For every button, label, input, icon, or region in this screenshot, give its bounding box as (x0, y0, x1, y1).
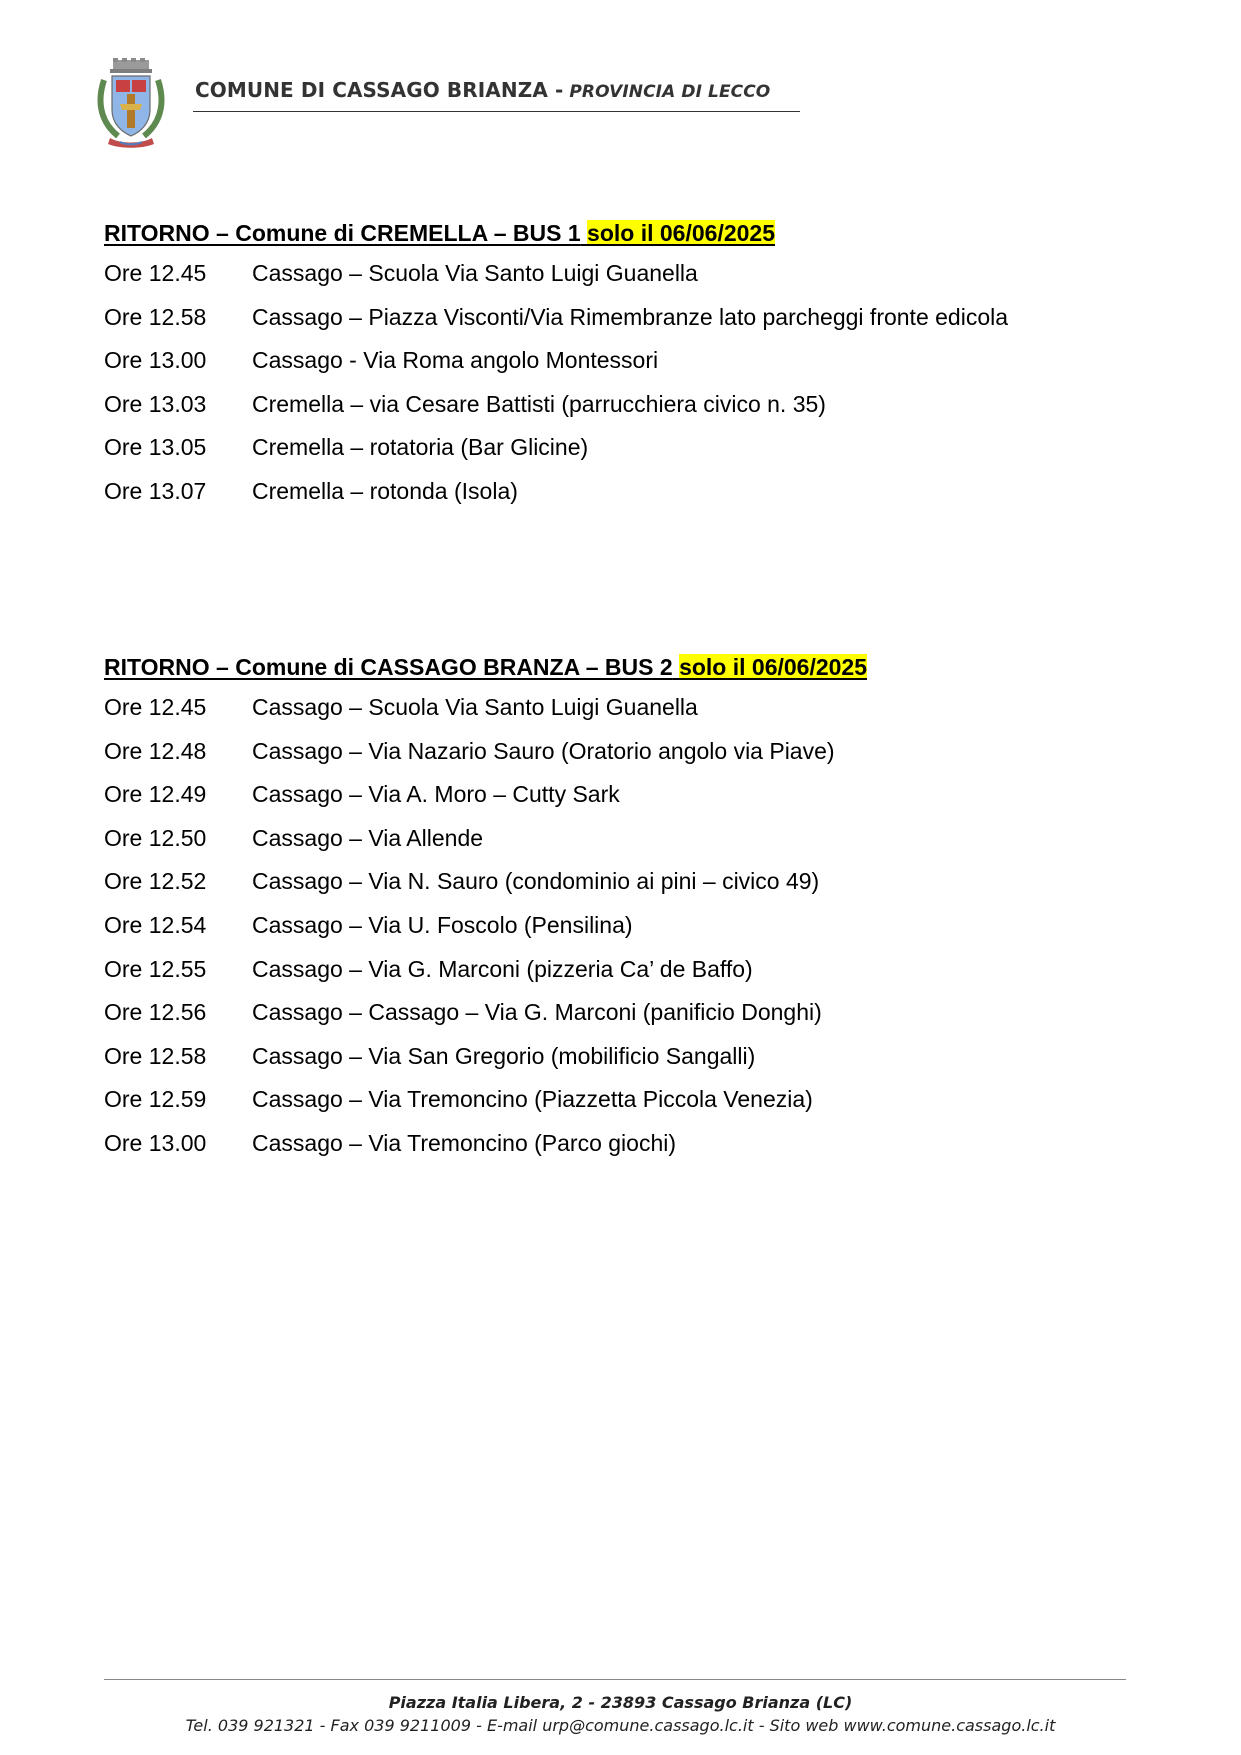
stop-time: Ore 12.54 (104, 911, 207, 938)
stop-time: Ore 12.55 (104, 955, 207, 982)
stop-location: Cassago – Via Nazario Sauro (Oratorio angolo via Piave) (252, 737, 835, 764)
footer-contacts (0, 1716, 1241, 1735)
date-highlight: solo il 06/06/2025 (679, 654, 868, 680)
stop-location: Cassago - Via Roma angolo Montessori (252, 347, 659, 374)
stop-time: Ore 12.56 (104, 999, 207, 1026)
municipality-title: COMUNE DI CASSAGO BRIANZA - (195, 78, 564, 102)
schedule-row (104, 867, 867, 911)
province-label: PROVINCIA DI LECCO (569, 82, 771, 102)
schedule-row (104, 998, 867, 1042)
schedule-row (104, 303, 1008, 347)
stop-time: Ore 13.05 (104, 434, 207, 461)
stop-time: Ore 12.58 (104, 303, 207, 330)
section-title-text: RITORNO – Comune di CASSAGO BRANZA – BUS 2 (104, 654, 673, 680)
stop-location: Cassago – Via Tremoncino (Piazzetta Piccola Venezia) (252, 1086, 813, 1113)
stop-time: Ore 12.48 (104, 737, 207, 764)
bus-1-schedule (104, 219, 1008, 521)
stop-location: Cassago – Scuola Via Santo Luigi Guanella (252, 260, 698, 286)
schedule-row (104, 433, 1008, 477)
stop-time: Ore 12.59 (104, 1086, 207, 1113)
stop-time: Ore 12.49 (104, 781, 207, 808)
stop-location: Cassago – Via N. Sauro (condominio ai pini – civico 49) (252, 868, 820, 895)
stop-time: Ore 13.07 (104, 477, 207, 504)
schedule-row (104, 824, 867, 868)
section-title (104, 653, 867, 681)
schedule-list (104, 259, 1008, 521)
schedule-row (104, 737, 867, 781)
footer-phone: Tel. 039 921321 (185, 1716, 315, 1735)
schedule-list (104, 693, 867, 1173)
stop-time: Ore 12.45 (104, 694, 207, 720)
schedule-row (104, 911, 867, 955)
stop-time: Ore 12.58 (104, 1042, 207, 1069)
bus-2-schedule (104, 653, 867, 1173)
footer-fax: - Fax 039 9211009 (315, 1716, 471, 1735)
stop-location: Cassago – Via Tremoncino (Parco giochi) (252, 1129, 677, 1156)
stop-location: Cremella – rotatoria (Bar Glicine) (252, 434, 589, 461)
stop-time: Ore 12.50 (104, 824, 207, 851)
stop-location: Cassago – Via Allende (252, 824, 484, 851)
footer-email: - E-mail urp@comune.cassago.lc.it (471, 1716, 754, 1735)
schedule-row (104, 955, 867, 999)
stop-time: Ore 12.45 (104, 260, 207, 286)
schedule-row (104, 693, 867, 737)
stop-time: Ore 13.03 (104, 390, 207, 417)
stop-location: Cassago – Piazza Visconti/Via Rimembranze lato parcheggi fronte edicola (252, 303, 1009, 330)
date-highlight: solo il 06/06/2025 (587, 220, 775, 246)
schedule-row (104, 346, 1008, 390)
page-header (195, 78, 770, 102)
section-title (104, 219, 1008, 247)
schedule-row (104, 1129, 867, 1173)
schedule-row (104, 1085, 867, 1129)
stop-location: Cassago – Via A. Moro – Cutty Sark (252, 781, 620, 808)
stop-location: Cassago – Via San Gregorio (mobilificio Sangalli) (252, 1042, 756, 1069)
stop-location: Cremella – rotonda (Isola) (252, 477, 518, 504)
schedule-row (104, 259, 1008, 303)
schedule-row (104, 477, 1008, 521)
municipal-crest-icon (96, 58, 166, 150)
footer-divider (104, 1679, 1126, 1680)
stop-time: Ore 12.52 (104, 868, 207, 895)
stop-time: Ore 13.00 (104, 347, 207, 374)
schedule-row (104, 1042, 867, 1086)
stop-location: Cassago – Via U. Foscolo (Pensilina) (252, 911, 633, 938)
header-divider (193, 111, 800, 112)
schedule-row (104, 390, 1008, 434)
stop-location: Cassago – Scuola Via Santo Luigi Guanella (252, 694, 698, 720)
stop-location: Cassago – Cassago – Via G. Marconi (panificio Donghi) (252, 999, 822, 1026)
stop-time: Ore 13.00 (104, 1129, 207, 1156)
section-title-text: RITORNO – Comune di CREMELLA – BUS 1 (104, 220, 581, 246)
stop-location: Cremella – via Cesare Battisti (parrucchiera civico n. 35) (252, 390, 826, 417)
footer-website: - Sito web www.comune.cassago.lc.it (754, 1716, 1056, 1735)
stop-location: Cassago – Via G. Marconi (pizzeria Ca’ de Baffo) (252, 955, 753, 982)
footer-address: Piazza Italia Libera, 2 - 23893 Cassago Brianza (LC) (388, 1693, 853, 1712)
schedule-row (104, 780, 867, 824)
